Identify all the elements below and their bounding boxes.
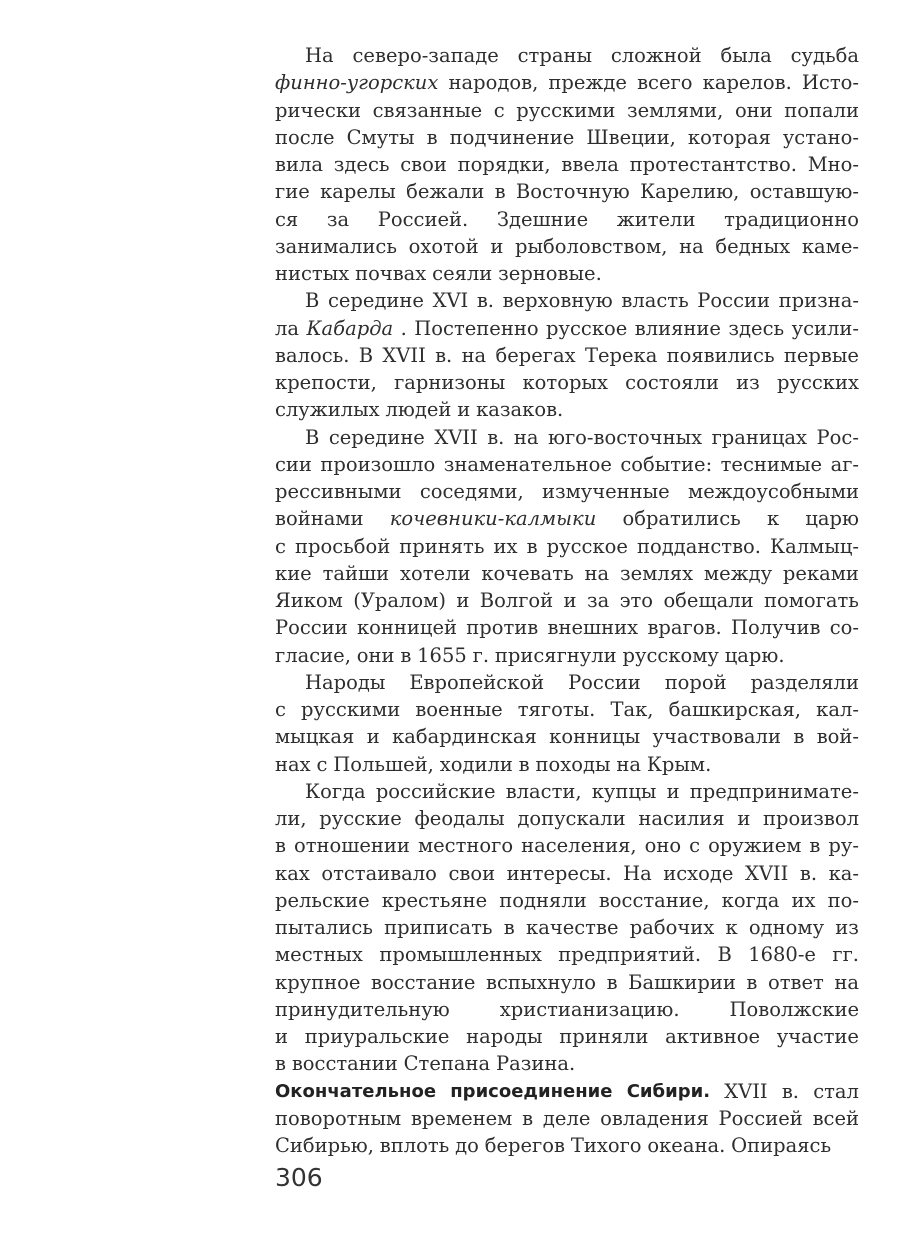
text-line: ли, русские феодалы допускали насилия и произвол — [275, 807, 859, 830]
text-line: принудительную христианизацию. Поволжские — [275, 997, 859, 1021]
text-line: ках отстаивало свои интересы. На исходе XVII в. ка- — [275, 861, 859, 885]
text-line: гласие, они в 1655 г. присягнули русскому царю. — [275, 643, 785, 667]
text-line: сии произошло знаменательное событие: теснимые аг- — [275, 452, 859, 476]
paragraph — [275, 778, 859, 1078]
text-line: рессивными соседями, измученные междоусобными — [275, 480, 859, 503]
text-line: валось. В XVII в. на берегах Терека появились первые — [275, 343, 859, 367]
text-line: крепости, гарнизоны которых состояли из русских — [275, 371, 859, 394]
text-line: с просьбой принять их в русское подданство. Калмыц- — [275, 534, 859, 558]
text-line: занимались охотой и рыболовством, на бедных каме- — [275, 234, 859, 258]
text-line: На северо-западе страны сложной была судьба — [305, 44, 859, 67]
text-line: финно-угорских народов, прежде всего карелов. Исто- — [275, 71, 859, 95]
page-number: 306 — [275, 1163, 323, 1192]
text-line: рельские крестьяне подняли восстание, когда их по- — [275, 888, 859, 912]
text-line: войнами кочевники-калмыки обратились к царю — [275, 507, 859, 531]
text-line: рически связанные с русскими землями, они попали — [275, 98, 859, 122]
text-line: Когда российские власти, купцы и предпринимате- — [305, 779, 859, 803]
text-line: с русскими военные тяготы. Так, башкирская, кал- — [275, 698, 859, 721]
text-line: пытались приписать в качестве рабочих к одному из — [275, 916, 859, 939]
text-line: местных промышленных предприятий. В 1680-е гг. — [275, 943, 859, 967]
text-line: России конницей против внешних врагов. Получив со- — [275, 616, 859, 640]
text-line: гие карелы бежали в Восточную Карелию, оставшую- — [275, 180, 859, 204]
text-line: вила здесь свои порядки, ввела протестантство. Мно- — [275, 153, 859, 176]
text-line: в отношении местного населения, оно с оружием в ру- — [275, 834, 859, 858]
text-line: после Смуты в подчинение Швеции, которая устано- — [275, 125, 859, 149]
text-line: в восстании Степана Разина. — [275, 1052, 576, 1076]
text-line: крупное восстание вспыхнуло в Башкирии в ответ на — [275, 970, 859, 994]
text-line: мыцкая и кабардинская конницы участвовали в вой- — [275, 725, 859, 749]
paragraph — [275, 669, 859, 778]
paragraph — [275, 424, 859, 669]
text-line: Сибирью, вплоть до берегов Тихого океана. Опираясь — [275, 1134, 832, 1157]
text-line: и приуральские народы приняли активное участие — [275, 1025, 859, 1048]
text-line: ся за Россией. Здешние жители традиционно — [275, 207, 859, 231]
text-line: ла Кабарда . Постепенно русское влияние здесь усили- — [275, 316, 859, 340]
paragraph — [275, 42, 859, 287]
text-line: нах с Польшей, ходили в походы на Крым. — [275, 752, 712, 776]
text-line: В середине XVII в. на юго-восточных границах Рос- — [305, 425, 859, 449]
text-line: В середине XVI в. верховную власть России призна- — [305, 289, 859, 313]
text-line: Окончательное присоединение Сибири. XVII в. стал — [275, 1079, 859, 1103]
document-body — [275, 42, 859, 1159]
text-line: Народы Европейской России порой разделяли — [305, 670, 859, 694]
paragraph — [275, 287, 859, 423]
section-paragraph — [275, 1078, 859, 1160]
text-line: кие тайши хотели кочевать на землях между реками — [275, 561, 859, 585]
text-line: нистых почвах сеяли зерновые. — [275, 262, 602, 285]
text-line: Яиком (Уралом) и Волгой и за это обещали помогать — [275, 589, 859, 612]
text-line: поворотным временем в деле овладения Россией всей — [275, 1106, 859, 1130]
text-line: служилых людей и казаков. — [275, 398, 564, 422]
